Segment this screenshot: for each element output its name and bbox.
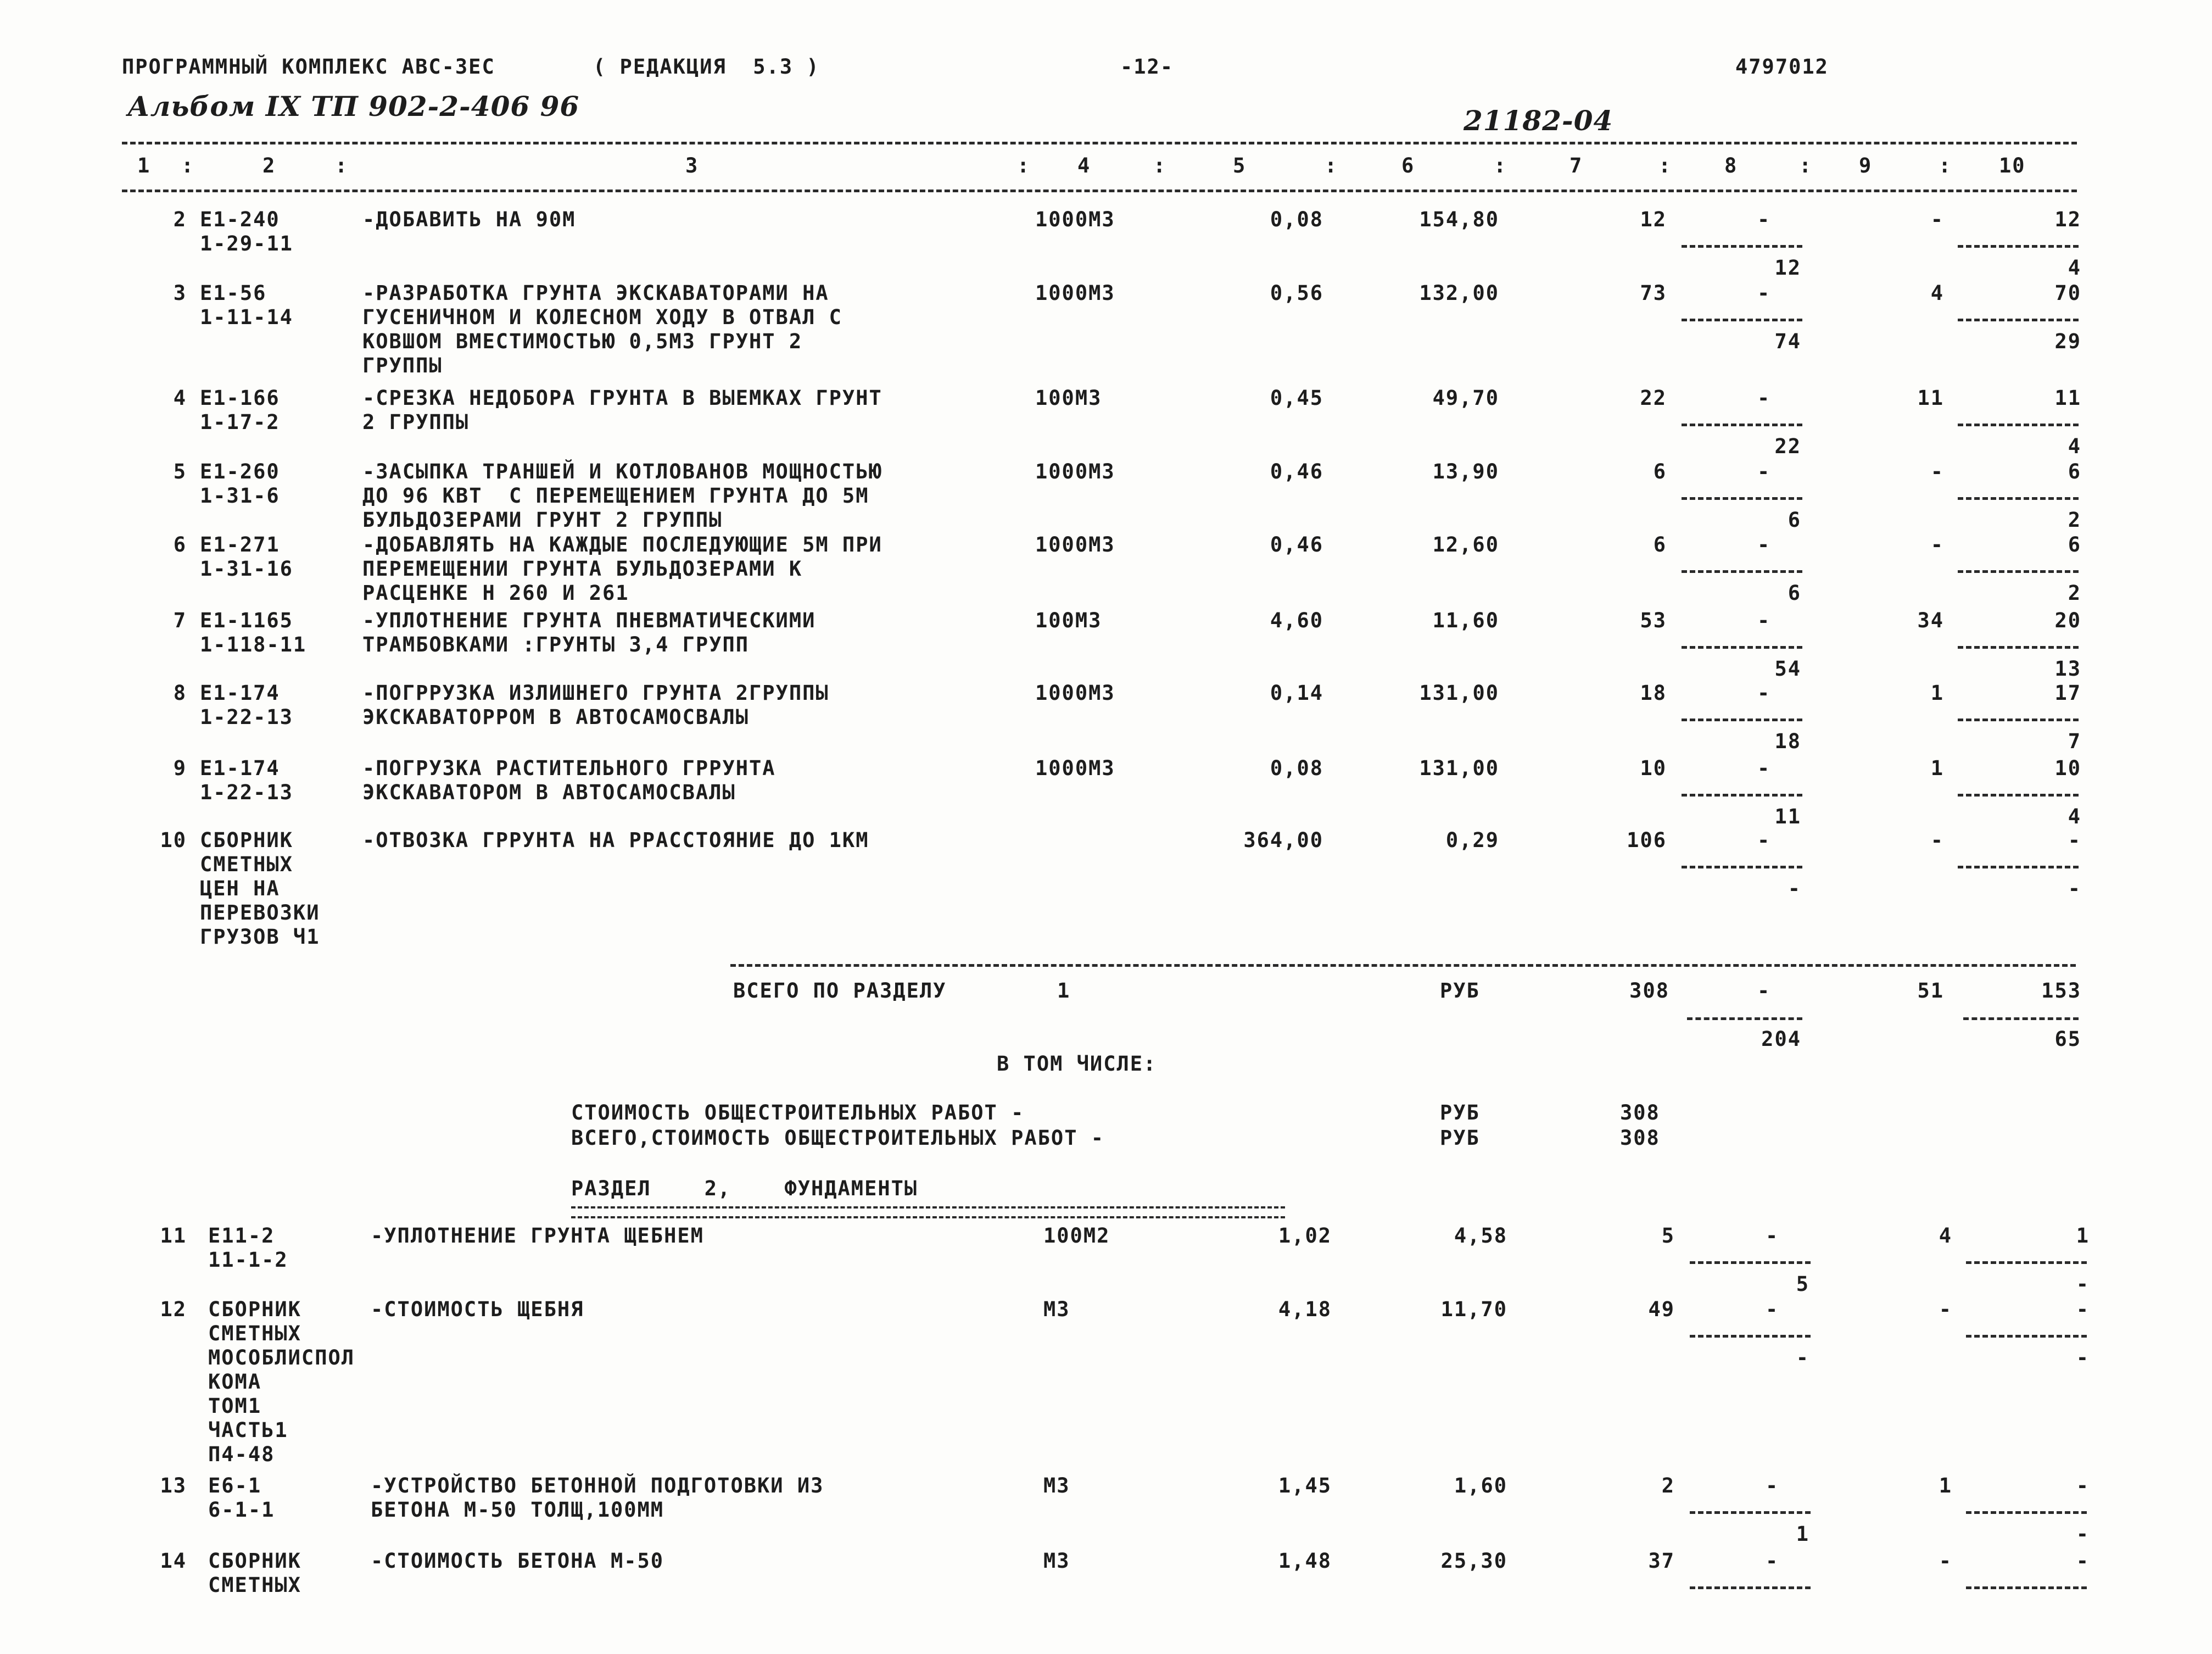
row-number: 5 [173,460,187,483]
rate-code: ГРУЗОВ Ч1 [200,925,320,949]
work-description: РАСЦЕНКЕ Н 260 И 261 [362,581,629,605]
rate-code: Е1-240 [200,208,280,231]
unit-price: 13,90 [1432,460,1499,483]
rate-code: 1-22-13 [200,705,293,729]
section-total-rule [730,964,2076,967]
including-line-2-value: 308 [1620,1126,1660,1150]
work-description: -ЗАСЫПКА ТРАНШЕЙ И КОТЛОВАНОВ МОЩНОСТЬЮ [362,460,882,483]
section-total-label: ВСЕГО ПО РАЗДЕЛУ [733,979,947,1003]
col-separator: : [1939,154,1952,177]
rate-code: 11-1-2 [208,1248,288,1272]
work-description: -УПЛОТНЕНИЕ ГРУНТА ЩЕБНЕМ [371,1224,704,1248]
row-number: 10 [160,828,187,852]
col9-value: - [1930,828,1944,852]
unit-price: 154,80 [1419,208,1499,231]
col-header-10: 10 [1999,154,2026,177]
col-header-2: 2 [262,154,276,177]
col8-value: - [1757,609,1771,632]
col8-subvalue: 6 [1788,581,1801,605]
work-description: -ПОГРРУЗКА ИЗЛИШНЕГО ГРУНТА 2ГРУППЫ [362,681,829,705]
cell-rule [1690,1586,1811,1589]
row-number: 14 [160,1549,187,1573]
col-header-9: 9 [1859,154,1873,177]
cell-rule [1958,319,2079,321]
total-cost: 73 [1640,281,1667,305]
cell-rule [1682,245,1802,248]
col8-value: - [1766,1549,1779,1573]
rate-code: 1-17-2 [200,410,280,434]
row-number: 4 [173,386,187,410]
col9-value: 11 [1917,386,1944,410]
quantity: 0,56 [1270,281,1323,305]
cell-rule [1958,646,2079,649]
quantity: 364,00 [1243,828,1323,852]
col9-value: 1 [1930,756,1944,780]
rate-code: Е1-174 [200,756,280,780]
rate-code: 1-11-14 [200,305,293,329]
section-total-value: 308 [1629,979,1669,1003]
work-description: -РАЗРАБОТКА ГРУНТА ЭКСКАВАТОРАМИ НА [362,281,829,305]
section-heading-underline [571,1206,1285,1218]
col8-value: - [1757,208,1771,231]
total-cost: 53 [1640,609,1667,632]
work-description: ЭКСКАВАТОРРОМ В АВТОСАМОСВАЛЫ [362,705,750,729]
col8-value: - [1757,681,1771,705]
cell-rule [1682,719,1802,721]
quantity: 1,45 [1278,1474,1332,1497]
work-description: -СРЕЗКА НЕДОБОРА ГРУНТА В ВЫЕМКАХ ГРУНТ [362,386,882,410]
col10-subvalue: - [2068,877,2081,900]
work-description: ДО 96 КВТ С ПЕРЕМЕЩЕНИЕМ ГРУНТА ДО 5М [362,484,869,508]
col9-value: - [1930,460,1944,483]
unit-price: 1,60 [1454,1474,1507,1497]
total-cost: 106 [1627,828,1667,852]
col8-subvalue: 1 [1796,1522,1809,1546]
unit-price: 4,58 [1454,1224,1507,1248]
section-total-currency: РУБ [1440,979,1480,1003]
work-description: -УСТРОЙСТВО БЕТОННОЙ ПОДГОТОВКИ ИЗ [371,1474,824,1497]
row-number: 13 [160,1474,187,1497]
rate-code: Е6-1 [208,1474,262,1497]
rate-code: СБОРНИК [208,1297,301,1321]
col-separator: : [1658,154,1672,177]
col10-value: 11 [2054,386,2081,410]
cell-rule [1958,719,2079,721]
unit-price: 132,00 [1419,281,1499,305]
work-description: 2 ГРУППЫ [362,410,470,434]
col10-subvalue: 4 [2068,256,2081,280]
work-description: БЕТОНА М-50 ТОЛЩ,100ММ [371,1498,664,1522]
unit-price: 11,60 [1432,609,1499,632]
col-header-4: 4 [1077,154,1091,177]
rate-code: Е11-2 [208,1224,275,1248]
rate-code: 1-31-16 [200,557,293,581]
cell-rule [1682,497,1802,500]
total-cost: 10 [1640,756,1667,780]
cell-rule [1690,1261,1811,1264]
col8-subvalue: 12 [1774,256,1801,280]
col10-subvalue: 29 [2054,330,2081,353]
unit-price: 11,70 [1440,1297,1507,1321]
col10-subvalue: - [2076,1522,2090,1546]
work-description: ГУСЕНИЧНОМ И КОЛЕСНОМ ХОДУ В ОТВАЛ С [362,305,842,329]
cell-rule [1682,424,1802,426]
including-label: В ТОМ ЧИСЛЕ: [997,1052,1157,1076]
unit: 1000М3 [1035,460,1115,483]
unit-price: 25,30 [1440,1549,1507,1573]
col9-value: 34 [1917,609,1944,632]
col8-subvalue: 54 [1774,657,1801,681]
col9-value: - [1939,1549,1952,1573]
rate-code: СМЕТНЫХ [208,1322,301,1345]
total-cost: 6 [1653,533,1667,556]
work-description: -ПОГРУЗКА РАСТИТЕЛЬНОГО ГРРУНТА [362,756,776,780]
cell-rule [1958,866,2079,868]
cell-rule [1682,866,1802,868]
col8-subvalue: - [1796,1346,1809,1369]
col8-value: - [1757,460,1771,483]
col10-value: - [2076,1549,2090,1573]
cell-rule [1963,1017,2079,1020]
section-total-col8-top: - [1757,979,1771,1003]
cell-rule [1958,424,2079,426]
col10-value: - [2076,1297,2090,1321]
col10-subvalue: 4 [2068,435,2081,458]
col-separator: : [335,154,349,177]
quantity: 0,08 [1270,208,1323,231]
rate-code: МОСОБЛИСПОЛ [208,1346,355,1369]
col8-subvalue: 11 [1774,805,1801,828]
rate-code: 6-1-1 [208,1498,275,1522]
section-total-col10-top: 153 [2041,979,2081,1003]
unit: М3 [1043,1474,1070,1497]
col8-value: - [1766,1297,1779,1321]
rate-code: П4-48 [208,1443,275,1466]
quantity: 4,60 [1270,609,1323,632]
cell-rule [1690,1335,1811,1338]
col10-subvalue: 2 [2068,581,2081,605]
quantity: 0,45 [1270,386,1323,410]
row-number: 8 [173,681,187,705]
total-cost: 12 [1640,208,1667,231]
col9-value: 1 [1930,681,1944,705]
rate-code: Е1-174 [200,681,280,705]
rate-code: 1-31-6 [200,484,280,508]
work-description: -ДОБАВЛЯТЬ НА КАЖДЫЕ ПОСЛЕДУЮЩИЕ 5М ПРИ [362,533,882,556]
rate-code: Е1-1165 [200,609,293,632]
rate-code: ЧАСТЬ1 [208,1418,288,1442]
rate-code: Е1-260 [200,460,280,483]
work-description: -СТОИМОСТЬ БЕТОНА М-50 [371,1549,664,1573]
cell-rule [1958,245,2079,248]
col-separator: : [1153,154,1167,177]
rate-code: ПЕРЕВОЗКИ [200,901,320,925]
col8-value: - [1757,828,1771,852]
col10-value: 10 [2054,756,2081,780]
cell-rule [1690,1511,1811,1514]
col8-value: - [1766,1474,1779,1497]
edition-label: ( РЕДАКЦИЯ 5.3 ) [593,55,820,79]
unit: 100М2 [1043,1224,1110,1248]
col10-value: - [2076,1474,2090,1497]
rate-code: ТОМ1 [208,1394,262,1418]
col10-subvalue: 4 [2068,805,2081,828]
including-line-2: ВСЕГО,СТОИМОСТЬ ОБЩЕСТРОИТЕЛЬНЫХ РАБОТ - [571,1126,1105,1150]
col10-subvalue: - [2076,1272,2090,1296]
work-description: ГРУППЫ [362,354,443,377]
album-note: Альбом IX ТП 902-2-406 96 [127,90,580,122]
total-cost: 49 [1648,1297,1675,1321]
cell-rule [1966,1335,2087,1338]
col9-value: - [1930,208,1944,231]
col-header-7: 7 [1569,154,1583,177]
work-description: БУЛЬДОЗЕРАМИ ГРУНТ 2 ГРУППЫ [362,508,723,532]
row-number: 12 [160,1297,187,1321]
section-total-number: 1 [1057,979,1071,1003]
rate-code: Е1-56 [200,281,267,305]
col10-subvalue: 13 [2054,657,2081,681]
rate-code: КОМА [208,1370,262,1394]
col8-value: - [1757,386,1771,410]
quantity: 0,14 [1270,681,1323,705]
total-cost: 22 [1640,386,1667,410]
col-header-5: 5 [1233,154,1247,177]
col8-subvalue: 18 [1774,729,1801,753]
rate-code: СМЕТНЫХ [200,853,293,876]
col8-value: - [1757,281,1771,305]
work-description: -ДОБАВИТЬ НА 90М [362,208,576,231]
col-header-8: 8 [1724,154,1738,177]
cell-rule [1958,497,2079,500]
section-heading: РАЗДЕЛ 2, ФУНДАМЕНТЫ [571,1177,918,1200]
unit: 1000М3 [1035,756,1115,780]
row-number: 7 [173,609,187,632]
col-separator: : [1799,154,1813,177]
header-rule-top [122,142,2077,144]
row-number: 9 [173,756,187,780]
col10-value: 1 [2076,1224,2090,1248]
unit: 100М3 [1035,609,1102,632]
including-line-1-value: 308 [1620,1101,1660,1124]
col-separator: : [1494,154,1507,177]
section-total-col9: 51 [1917,979,1944,1003]
header-rule-bottom [122,190,2077,192]
section-total-col8-bottom: 204 [1761,1027,1801,1051]
work-description: -УПЛОТНЕНИЕ ГРУНТА ПНЕВМАТИЧЕСКИМИ [362,609,816,632]
col10-value: - [2068,828,2081,852]
col10-subvalue: 2 [2068,508,2081,532]
total-cost: 37 [1648,1549,1675,1573]
col8-subvalue: 74 [1774,330,1801,353]
cell-rule [1682,319,1802,321]
work-description: КОВШОМ ВМЕСТИМОСТЬЮ 0,5М3 ГРУНТ 2 [362,330,803,353]
quantity: 0,08 [1270,756,1323,780]
cell-rule [1958,794,2079,797]
rate-code: 1-118-11 [200,633,307,656]
including-line-2-currency: РУБ [1440,1126,1480,1150]
quantity: 0,46 [1270,533,1323,556]
cell-rule [1682,570,1802,573]
row-number: 6 [173,533,187,556]
total-cost: 2 [1661,1474,1675,1497]
unit-price: 49,70 [1432,386,1499,410]
col-header-6: 6 [1401,154,1415,177]
col10-value: 20 [2054,609,2081,632]
cell-rule [1958,570,2079,573]
program-title: ПРОГРАММНЫЙ КОМПЛЕКС АВС-3ЕС [122,55,495,79]
including-line-1-currency: РУБ [1440,1101,1480,1124]
col9-value: 1 [1939,1474,1952,1497]
including-line-1: СТОИМОСТЬ ОБЩЕСТРОИТЕЛЬНЫХ РАБОТ - [571,1101,1025,1124]
col9-value: - [1930,533,1944,556]
total-cost: 18 [1640,681,1667,705]
row-number: 3 [173,281,187,305]
quantity: 0,46 [1270,460,1323,483]
col10-value: 70 [2054,281,2081,305]
col8-subvalue: 22 [1774,435,1801,458]
cell-rule [1966,1511,2087,1514]
quantity: 4,18 [1278,1297,1332,1321]
col10-value: 17 [2054,681,2081,705]
row-number: 2 [173,208,187,231]
col10-value: 6 [2068,533,2081,556]
col8-value: - [1757,533,1771,556]
total-cost: 5 [1661,1224,1675,1248]
col-separator: : [1325,154,1338,177]
document-code: 4797012 [1735,55,1829,79]
unit: 100М3 [1035,386,1102,410]
col10-subvalue: 7 [2068,729,2081,753]
rate-code: СБОРНИК [200,828,293,852]
col-separator: : [181,154,195,177]
unit-price: 0,29 [1445,828,1499,852]
work-description: -ОТВОЗКА ГРРУНТА НА РРАССТОЯНИЕ ДО 1КМ [362,828,869,852]
unit: 1000М3 [1035,533,1115,556]
work-description: ПЕРЕМЕЩЕНИИ ГРУНТА БУЛЬДОЗЕРАМИ К [362,557,803,581]
col9-value: 4 [1930,281,1944,305]
col10-value: 12 [2054,208,2081,231]
work-description: ТРАМБОВКАМИ :ГРУНТЫ 3,4 ГРУПП [362,633,750,656]
cell-rule [1682,646,1802,649]
unit-price: 12,60 [1432,533,1499,556]
unit: М3 [1043,1549,1070,1573]
work-description: -СТОИМОСТЬ ЩЕБНЯ [371,1297,584,1321]
work-description: ЭКСКАВАТОРОМ В АВТОСАМОСВАЛЫ [362,781,736,804]
col8-value: - [1766,1224,1779,1248]
row-number: 11 [160,1224,187,1248]
col9-value: - [1939,1297,1952,1321]
quantity: 1,48 [1278,1549,1332,1573]
col8-subvalue: 5 [1796,1272,1809,1296]
col-separator: : [1017,154,1031,177]
col8-subvalue: - [1788,877,1801,900]
unit-price: 131,00 [1419,681,1499,705]
col9-value: 4 [1939,1224,1952,1248]
quantity: 1,02 [1278,1224,1332,1248]
unit: М3 [1043,1297,1070,1321]
rate-code: СБОРНИК [208,1549,301,1573]
col-header-1: 1 [137,154,151,177]
page-number: -12- [1120,55,1174,79]
rate-code: Е1-271 [200,533,280,556]
total-cost: 6 [1653,460,1667,483]
unit: 1000М3 [1035,208,1115,231]
col8-subvalue: 6 [1788,508,1801,532]
archive-number: 21182-04 [1464,104,1613,137]
unit: 1000М3 [1035,681,1115,705]
col8-value: - [1757,756,1771,780]
col10-value: 6 [2068,460,2081,483]
rate-code: СМЕТНЫХ [208,1573,301,1597]
rate-code: 1-22-13 [200,781,293,804]
rate-code: Е1-166 [200,386,280,410]
col10-subvalue: - [2076,1346,2090,1369]
rate-code: ЦЕН НА [200,877,280,900]
col-header-3: 3 [685,154,699,177]
rate-code: 1-29-11 [200,232,293,255]
cell-rule [1966,1586,2087,1589]
cell-rule [1687,1017,1802,1020]
section-total-col10-bottom: 65 [2054,1027,2081,1051]
unit: 1000М3 [1035,281,1115,305]
unit-price: 131,00 [1419,756,1499,780]
cell-rule [1966,1261,2087,1264]
cell-rule [1682,794,1802,797]
